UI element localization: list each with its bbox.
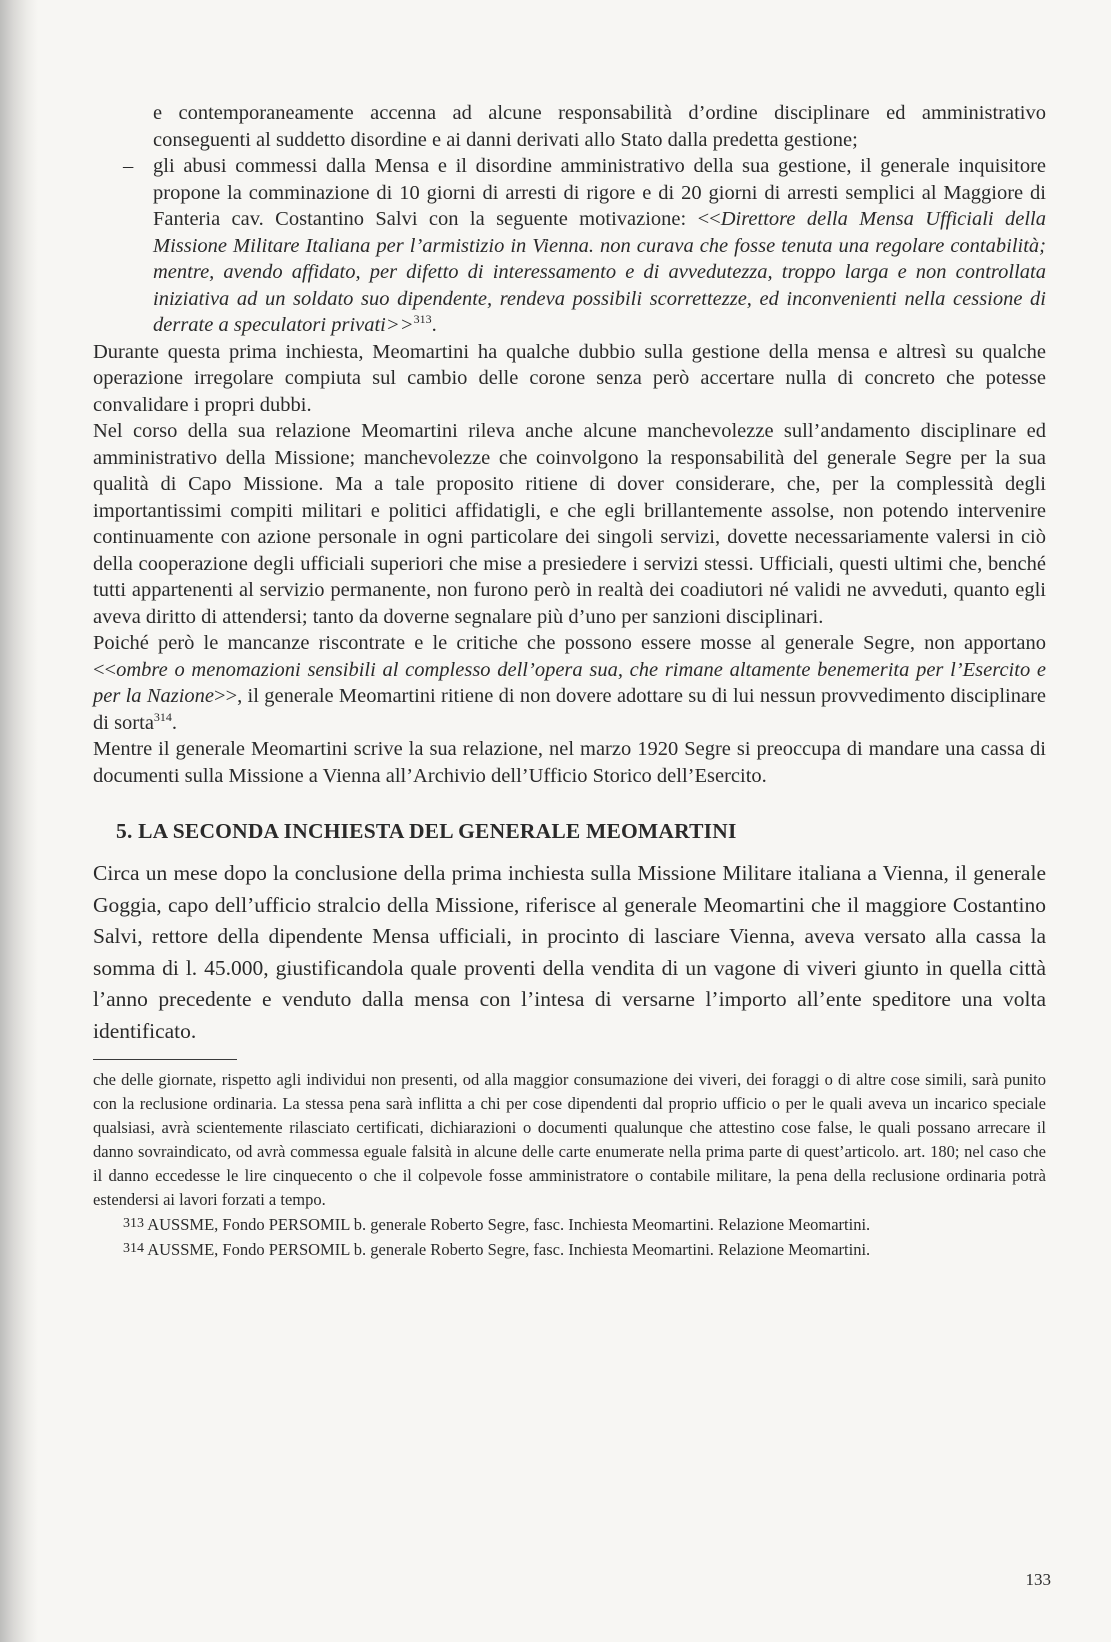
paragraph-segre-conclusion	[93, 630, 1046, 736]
bullet-quote: Direttore della Mensa Ufficiali della Missione Militare Italiana per l’armistizio in Vienna. non curava che fosse tenuta una regolare contabilità; mentre, avendo affidato, per difetto di interessamento e di avvedutezza, troppo larga e non controllata iniziativa ad un soldato suo dipendente, rendeva possibili scorrettezze, ed inconvenienti nella cessione di derrate a speculatori privati	[153, 208, 1046, 336]
bullet-quote-close: >>	[385, 314, 414, 336]
footnote-313-number: 313	[123, 1216, 144, 1231]
footnote-314-number: 314	[123, 1241, 144, 1256]
footnote-continuation: che delle giornate, rispetto agli individui non presenti, od alla maggior consumazione dei viveri, dei foraggi o di altre cose simili, sarà punito con la reclusione ordinaria. La stessa pena sarà inflitta a chi per cose dipendenti dal proprio ufficio o per le quali aveva un incarico speciale qualsiasi, avrà scientemente rilasciato certificati, dichiarazioni o documenti qualunque che attestino cose false, le quali possano arrecare il danno sovraindicato, od avrà commessa eguale falsità in alcune delle carte enumerate nella prima parte di quest’articolo. art. 180; nel caso che il danno eccedesse le lire cinquecento o che il colpevole fosse amministratore o contabile militare, la pena della reclusione ordinaria potrà estendersi ai lavori forzati a tempo.	[93, 1070, 1046, 1209]
para4-quote: ombre o menomazioni sensibili al complesso dell’opera sua, che rimane altamente benemerita per l’Esercito e per la Nazione	[93, 658, 1046, 707]
paragraph-second-inquiry: Circa un mese dopo la conclusione della prima inchiesta sulla Missione Militare italiana a Vienna, il generale Goggia, capo dell’ufficio stralcio della Missione, riferisce al generale Meomartini che il maggiore Costantino Salvi, rettore della dipendente Mensa ufficiali, in procinto di lasciare Vienna, aveva versato alla cassa la somma di l. 45.000, giustificandola quale proventi della vendita di un vagone di viveri giunto in quella città l’anno precedente e venduto dalla mensa con l’intesa di versarne l’importo all’ente speditore una volta identificato.	[93, 861, 1046, 1043]
para4-b: >>, il generale Meomartini ritiene di non dovere adottare su di lui nessun provvedimento disciplinare di sorta	[93, 685, 1046, 734]
footnote-313	[93, 1212, 1046, 1237]
paragraph-continuation: e contemporaneamente accenna ad alcune responsabilità d’ordine disciplinare ed amministrativo conseguenti al suddetto disordine e ai danni derivati allo Stato dalla predetta gestione;	[153, 102, 1046, 151]
para4-end: .	[171, 711, 178, 734]
bullet-intro: gli abusi commessi dalla Mensa e il disordine amministrativo della sua gestione, il generale inquisitore propone la comminazione di 10 giorni di arresti di rigore e di 20 giorni di arresti semplici al Maggiore di Fanteria cav. Costantino Salvi con la seguente motivazione: <<	[153, 155, 1046, 230]
footnote-ref-314: 314	[153, 709, 172, 724]
footnote-314-text: AUSSME, Fondo PERSOMIL b. generale Roberto Segre, fasc. Inchiesta Meomartini. Relazione Meomartini.	[144, 1240, 871, 1259]
paragraph-archive: Mentre il generale Meomartini scrive la sua relazione, nel marzo 1920 Segre si preoccupa di mandare una cassa di documenti sulla Missione a Vienna all’Archivio dell’Ufficio Storico dell’Esercito.	[93, 738, 1046, 787]
page-content	[93, 100, 1046, 1262]
binding-shadow	[0, 0, 38, 1642]
para4-a: Poiché però le mancanze riscontrate e le critiche che possono essere mosse al generale Segre, non apportano <<	[93, 632, 1046, 681]
bullet-dash: –	[123, 155, 134, 177]
footnote-rule	[93, 1059, 237, 1060]
page-number: 133	[1025, 1570, 1051, 1589]
footnote-313-text: AUSSME, Fondo PERSOMIL b. generale Roberto Segre, fasc. Inchiesta Meomartini. Relazione Meomartini.	[144, 1215, 871, 1234]
footnote-ref-313: 313	[413, 312, 432, 327]
bullet-end: .	[431, 314, 437, 336]
paragraph-first-inquiry: Durante questa prima inchiesta, Meomartini ha qualche dubbio sulla gestione della mensa e altresì su qualche operazione irregolare compiuta sul cambio delle corone senza però accertare nulla di concreto che potesse convalidare i propri dubbi.	[93, 340, 1046, 416]
section-heading: 5. LA SECONDA INCHIESTA DEL GENERALE MEOMARTINI	[116, 819, 737, 843]
footnote-314	[93, 1237, 1046, 1262]
bullet-item	[93, 153, 1046, 339]
paragraph-report: Nel corso della sua relazione Meomartini rileva anche alcune manchevolezze sull’andamento disciplinare ed amministrativo della Missione; manchevolezze che coinvolgono la responsabilità del generale Segre per la sua qualità di Capo Missione. Ma a tale proposito ritiene di dover considerare, che, per la complessità degli importantissimi compiti militari e politici affidatigli, e che egli brillantemente assolse, non potendo intervenire continuamente con azione personale in ogni particolare dei singoli servizi, dovette necessariamente valersi in ciò della cooperazione degli ufficiali superiori che mise a presiedere i servizi stessi. Ufficiali, questi ultimi che, benché tutti appartenenti al servizio permanente, non furono però in realtà dei coadiutori né validi ne avveduti, quanto egli aveva diritto di attendersi; tanto da doverne segnalare più d’uno per sanzioni disciplinari.	[93, 420, 1046, 628]
